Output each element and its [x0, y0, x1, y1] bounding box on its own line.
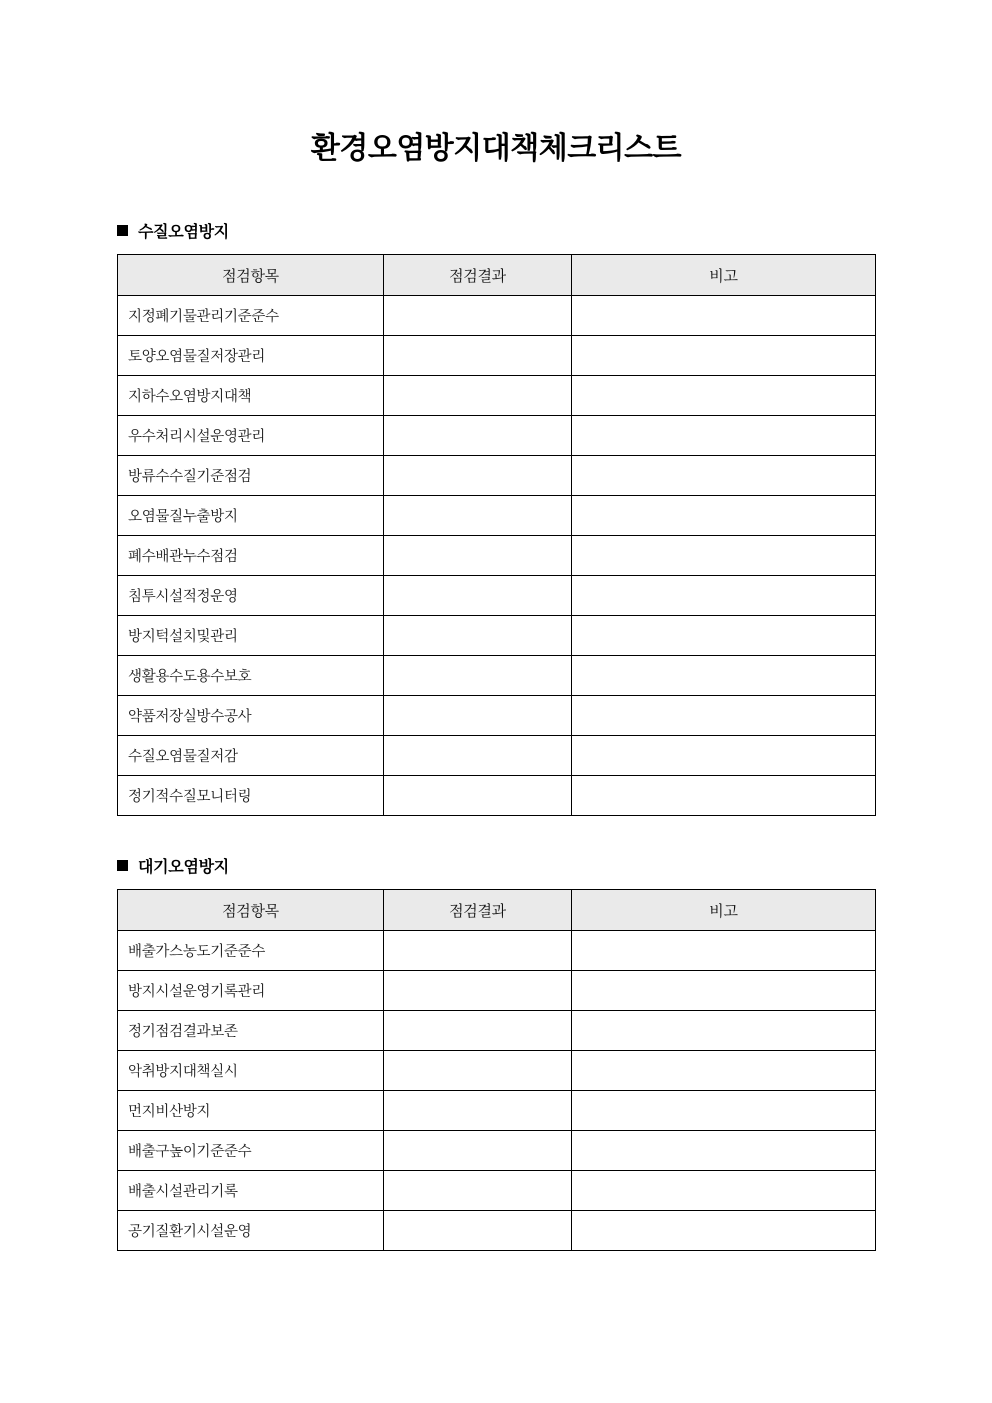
section-heading-water-label: 수질오염방지: [138, 224, 229, 241]
cell-result[interactable]: [384, 736, 572, 776]
column-header-result: 점검결과: [384, 890, 572, 931]
cell-note[interactable]: [572, 971, 876, 1011]
cell-note[interactable]: [572, 416, 876, 456]
cell-result[interactable]: [384, 1131, 572, 1171]
checklist-table-air: [117, 889, 876, 1251]
cell-item: 정기적수질모니터링: [118, 776, 384, 816]
cell-item: 약품저장실방수공사: [118, 696, 384, 736]
cell-item: 악취방지대책실시: [118, 1051, 384, 1091]
cell-note[interactable]: [572, 496, 876, 536]
checklist-body-water: [118, 296, 876, 816]
table-row: [118, 296, 876, 336]
cell-item: 우수처리시설운영관리: [118, 416, 384, 456]
cell-note[interactable]: [572, 696, 876, 736]
table-row: [118, 1091, 876, 1131]
table-row: [118, 696, 876, 736]
column-header-note: 비고: [572, 255, 876, 296]
table-row: [118, 416, 876, 456]
cell-result[interactable]: [384, 456, 572, 496]
table-row: [118, 1011, 876, 1051]
table-row: [118, 931, 876, 971]
cell-item: 정기점검결과보존: [118, 1011, 384, 1051]
section-air-pollution: [117, 854, 875, 1251]
cell-item: 방지턱설치및관리: [118, 616, 384, 656]
cell-item: 오염물질누출방지: [118, 496, 384, 536]
table-row: [118, 656, 876, 696]
cell-item: 배출구높이기준준수: [118, 1131, 384, 1171]
section-heading-air-label: 대기오염방지: [138, 859, 229, 876]
cell-result[interactable]: [384, 576, 572, 616]
column-header-item: 점검항목: [118, 890, 384, 931]
cell-note[interactable]: [572, 576, 876, 616]
cell-result[interactable]: [384, 536, 572, 576]
cell-note[interactable]: [572, 931, 876, 971]
table-row: [118, 336, 876, 376]
cell-note[interactable]: [572, 656, 876, 696]
cell-note[interactable]: [572, 1131, 876, 1171]
table-row: [118, 776, 876, 816]
cell-item: 생활용수도용수보호: [118, 656, 384, 696]
cell-item: 배출시설관리기록: [118, 1171, 384, 1211]
cell-note[interactable]: [572, 1171, 876, 1211]
cell-item: 지하수오염방지대책: [118, 376, 384, 416]
cell-result[interactable]: [384, 376, 572, 416]
table-row: [118, 1131, 876, 1171]
cell-note[interactable]: [572, 536, 876, 576]
table-row: [118, 1171, 876, 1211]
table-row: [118, 496, 876, 536]
table-row: [118, 616, 876, 656]
cell-result[interactable]: [384, 656, 572, 696]
cell-result[interactable]: [384, 336, 572, 376]
section-heading-water: [117, 219, 875, 242]
table-row: [118, 1211, 876, 1251]
page-title: 환경오염방지대책체크리스트: [310, 132, 682, 165]
column-header-result: 점검결과: [384, 255, 572, 296]
cell-result[interactable]: [384, 416, 572, 456]
cell-note[interactable]: [572, 1051, 876, 1091]
table-row: [118, 456, 876, 496]
cell-note[interactable]: [572, 1211, 876, 1251]
table-header-row: [118, 255, 876, 296]
cell-item: 공기질환기시설운영: [118, 1211, 384, 1251]
cell-note[interactable]: [572, 456, 876, 496]
section-heading-air: [117, 854, 875, 877]
cell-note[interactable]: [572, 1011, 876, 1051]
checklist-body-air: [118, 931, 876, 1251]
table-row: [118, 576, 876, 616]
cell-item: 지정폐기물관리기준준수: [118, 296, 384, 336]
table-row: [118, 736, 876, 776]
cell-result[interactable]: [384, 296, 572, 336]
square-bullet-icon: [117, 860, 128, 871]
cell-item: 배출가스농도기준준수: [118, 931, 384, 971]
table-row: [118, 536, 876, 576]
cell-note[interactable]: [572, 376, 876, 416]
table-row: [118, 971, 876, 1011]
cell-result[interactable]: [384, 1051, 572, 1091]
cell-item: 수질오염물질저감: [118, 736, 384, 776]
cell-item: 토양오염물질저장관리: [118, 336, 384, 376]
cell-note[interactable]: [572, 1091, 876, 1131]
cell-result[interactable]: [384, 1171, 572, 1211]
cell-note[interactable]: [572, 616, 876, 656]
cell-result[interactable]: [384, 696, 572, 736]
checklist-table-water: [117, 254, 876, 816]
section-water-pollution: [117, 219, 875, 816]
table-row: [118, 1051, 876, 1091]
cell-result[interactable]: [384, 931, 572, 971]
cell-result[interactable]: [384, 776, 572, 816]
column-header-item: 점검항목: [118, 255, 384, 296]
square-bullet-icon: [117, 225, 128, 236]
cell-note[interactable]: [572, 336, 876, 376]
cell-item: 먼지비산방지: [118, 1091, 384, 1131]
cell-result[interactable]: [384, 1211, 572, 1251]
cell-note[interactable]: [572, 296, 876, 336]
cell-item: 방지시설운영기록관리: [118, 971, 384, 1011]
cell-item: 폐수배관누수점검: [118, 536, 384, 576]
cell-result[interactable]: [384, 616, 572, 656]
cell-item: 침투시설적정운영: [118, 576, 384, 616]
column-header-note: 비고: [572, 890, 876, 931]
cell-result[interactable]: [384, 1011, 572, 1051]
cell-result[interactable]: [384, 1091, 572, 1131]
cell-item: 방류수수질기준점검: [118, 456, 384, 496]
cell-note[interactable]: [572, 776, 876, 816]
cell-result[interactable]: [384, 496, 572, 536]
cell-note[interactable]: [572, 736, 876, 776]
cell-result[interactable]: [384, 971, 572, 1011]
table-row: [118, 376, 876, 416]
table-header-row: [118, 890, 876, 931]
